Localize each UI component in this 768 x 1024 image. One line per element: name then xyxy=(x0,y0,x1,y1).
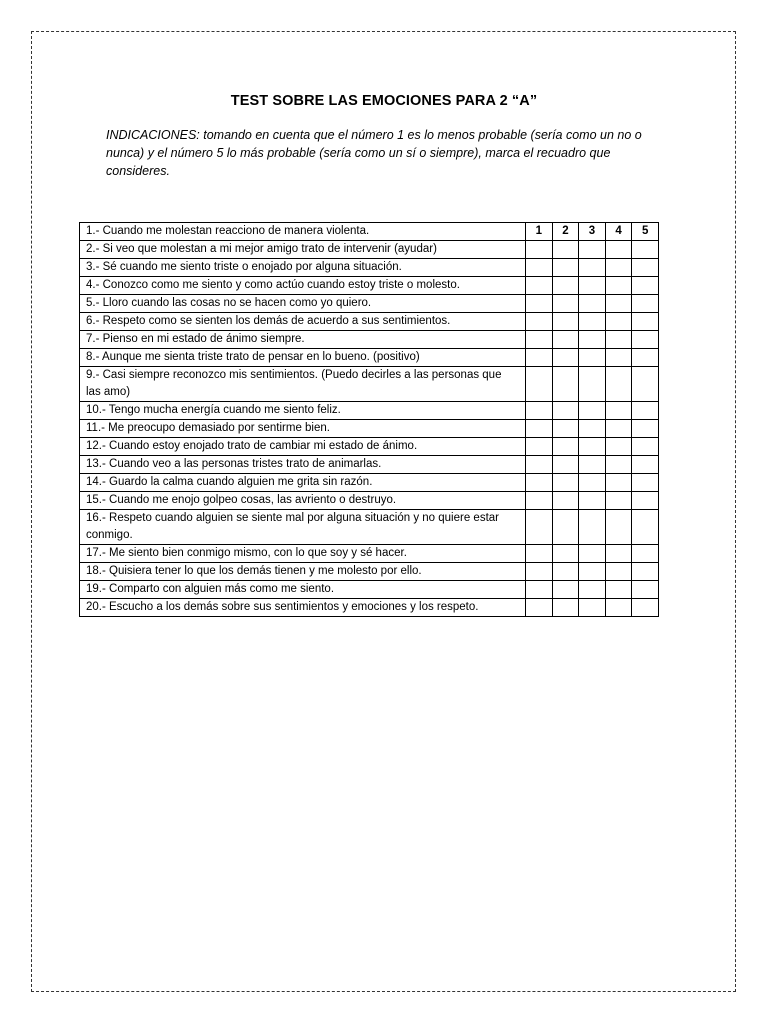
answer-box-4[interactable] xyxy=(605,295,632,313)
answer-box-5[interactable] xyxy=(632,295,659,313)
answer-box-4[interactable] xyxy=(605,474,632,492)
answer-box-1[interactable] xyxy=(526,474,553,492)
table-row xyxy=(80,259,659,277)
answer-box-5[interactable] xyxy=(632,438,659,456)
question-text: 19.- Comparto con alguien más como me siento. xyxy=(80,581,526,599)
answer-box-2[interactable] xyxy=(552,349,579,367)
table-row xyxy=(80,295,659,313)
answer-box-5[interactable] xyxy=(632,313,659,331)
question-text: 15.- Cuando me enojo golpeo cosas, las avriento o destruyo. xyxy=(80,492,526,510)
answer-box-3[interactable] xyxy=(579,313,606,331)
table-row xyxy=(80,563,659,581)
question-text: 20.- Escucho a los demás sobre sus sentimientos y emociones y los respeto. xyxy=(80,599,526,617)
answer-box-2[interactable] xyxy=(552,563,579,581)
answer-box-4[interactable] xyxy=(605,563,632,581)
answer-box-4[interactable] xyxy=(605,241,632,259)
answer-box-4[interactable] xyxy=(605,349,632,367)
answer-box-1[interactable] xyxy=(526,295,553,313)
answer-box-2[interactable] xyxy=(552,581,579,599)
question-text: 13.- Cuando veo a las personas tristes trato de animarlas. xyxy=(80,456,526,474)
table-row xyxy=(80,402,659,420)
answer-box-4[interactable] xyxy=(605,367,632,402)
question-text: 16.- Respeto cuando alguien se siente mal por alguna situación y no quiere estar conmigo. xyxy=(80,510,526,545)
answer-box-2[interactable] xyxy=(552,241,579,259)
answer-box-1[interactable] xyxy=(526,420,553,438)
question-text: 7.- Pienso en mi estado de ánimo siempre. xyxy=(80,331,526,349)
question-text: 3.- Sé cuando me siento triste o enojado por alguna situación. xyxy=(80,259,526,277)
question-text: 11.- Me preocupo demasiado por sentirme bien. xyxy=(80,420,526,438)
answer-box-2[interactable] xyxy=(552,545,579,563)
answer-box-1[interactable] xyxy=(526,545,553,563)
answer-box-2[interactable] xyxy=(552,367,579,402)
table-row xyxy=(80,223,659,241)
answer-box-3[interactable] xyxy=(579,599,606,617)
answer-box-2[interactable] xyxy=(552,295,579,313)
question-text: 9.- Casi siempre reconozco mis sentimientos. (Puedo decirles a las personas que las amo) xyxy=(80,367,526,402)
answer-box-1[interactable] xyxy=(526,563,553,581)
answer-box-4[interactable] xyxy=(605,331,632,349)
answer-box-5[interactable] xyxy=(632,420,659,438)
answer-box-5[interactable] xyxy=(632,402,659,420)
table-row xyxy=(80,420,659,438)
table-row xyxy=(80,367,659,402)
table-row xyxy=(80,241,659,259)
answer-box-2[interactable] xyxy=(552,474,579,492)
question-text: 2.- Si veo que molestan a mi mejor amigo trato de intervenir (ayudar) xyxy=(80,241,526,259)
answer-box-1[interactable] xyxy=(526,492,553,510)
answer-box-5[interactable] xyxy=(632,349,659,367)
answer-box-1[interactable] xyxy=(526,367,553,402)
answer-box-5[interactable] xyxy=(632,581,659,599)
question-text: 17.- Me siento bien conmigo mismo, con lo que soy y sé hacer. xyxy=(80,545,526,563)
answer-box-4[interactable] xyxy=(605,313,632,331)
answer-box-4[interactable] xyxy=(605,277,632,295)
answer-box-2[interactable] xyxy=(552,313,579,331)
answer-box-4[interactable] xyxy=(605,438,632,456)
question-text: 5.- Lloro cuando las cosas no se hacen como yo quiero. xyxy=(80,295,526,313)
answer-box-5[interactable] xyxy=(632,331,659,349)
answer-box-1[interactable] xyxy=(526,456,553,474)
answer-box-5[interactable] xyxy=(632,277,659,295)
table-row xyxy=(80,313,659,331)
answer-box-1[interactable] xyxy=(526,277,553,295)
table-row xyxy=(80,277,659,295)
answer-box-1[interactable] xyxy=(526,259,553,277)
answer-box-4[interactable] xyxy=(605,545,632,563)
table-row xyxy=(80,456,659,474)
table-row xyxy=(80,331,659,349)
answer-box-3[interactable] xyxy=(579,331,606,349)
answer-box-2[interactable] xyxy=(552,492,579,510)
answer-box-5[interactable] xyxy=(632,492,659,510)
answer-box-3[interactable] xyxy=(579,510,606,545)
answer-box-3[interactable] xyxy=(579,581,606,599)
answer-box-2[interactable] xyxy=(552,456,579,474)
answer-box-2[interactable] xyxy=(552,277,579,295)
answer-box-3[interactable] xyxy=(579,420,606,438)
answer-box-4[interactable] xyxy=(605,402,632,420)
answer-box-4[interactable] xyxy=(605,420,632,438)
answer-box-5[interactable] xyxy=(632,367,659,402)
table-row xyxy=(80,581,659,599)
answer-box-4[interactable] xyxy=(605,456,632,474)
answer-box-4[interactable] xyxy=(605,259,632,277)
answer-box-3[interactable] xyxy=(579,438,606,456)
scale-header-1: 1 xyxy=(526,223,553,241)
answer-box-3[interactable] xyxy=(579,241,606,259)
page-title: TEST SOBRE LAS EMOCIONES PARA 2 “A” xyxy=(230,93,538,109)
answer-box-3[interactable] xyxy=(579,367,606,402)
answer-box-2[interactable] xyxy=(552,402,579,420)
answer-box-3[interactable] xyxy=(579,563,606,581)
answer-box-2[interactable] xyxy=(552,331,579,349)
answer-box-5[interactable] xyxy=(632,259,659,277)
table-row xyxy=(80,474,659,492)
answer-box-1[interactable] xyxy=(526,581,553,599)
instructions-text: INDICACIONES: tomando en cuenta que el número 1 es lo menos probable (sería como un no o nunca) y el número 5 lo más probable (sería como un sí o siempre), marca el recuadro que consideres. xyxy=(106,128,642,178)
answer-box-5[interactable] xyxy=(632,510,659,545)
scale-header-4: 4 xyxy=(605,223,632,241)
answer-box-2[interactable] xyxy=(552,259,579,277)
table-row xyxy=(80,510,659,545)
table-row xyxy=(80,349,659,367)
answer-box-4[interactable] xyxy=(605,599,632,617)
answer-box-3[interactable] xyxy=(579,474,606,492)
answer-box-4[interactable] xyxy=(605,581,632,599)
question-text: 6.- Respeto como se sienten los demás de acuerdo a sus sentimientos. xyxy=(80,313,526,331)
emotions-test-table xyxy=(79,222,659,617)
answer-box-1[interactable] xyxy=(526,438,553,456)
answer-box-3[interactable] xyxy=(579,259,606,277)
answer-box-2[interactable] xyxy=(552,599,579,617)
answer-box-5[interactable] xyxy=(632,599,659,617)
answer-box-5[interactable] xyxy=(632,545,659,563)
table-row xyxy=(80,438,659,456)
answer-box-5[interactable] xyxy=(632,241,659,259)
answer-box-3[interactable] xyxy=(579,402,606,420)
table-row xyxy=(80,599,659,617)
answer-box-3[interactable] xyxy=(579,545,606,563)
answer-box-1[interactable] xyxy=(526,349,553,367)
answer-box-1[interactable] xyxy=(526,331,553,349)
question-text: 8.- Aunque me sienta triste trato de pensar en lo bueno. (positivo) xyxy=(80,349,526,367)
answer-box-1[interactable] xyxy=(526,599,553,617)
answer-box-3[interactable] xyxy=(579,295,606,313)
answer-box-3[interactable] xyxy=(579,492,606,510)
answer-box-2[interactable] xyxy=(552,438,579,456)
answer-box-5[interactable] xyxy=(632,474,659,492)
question-text: 10.- Tengo mucha energía cuando me siento feliz. xyxy=(80,402,526,420)
table-row xyxy=(80,492,659,510)
question-text: 14.- Guardo la calma cuando alguien me grita sin razón. xyxy=(80,474,526,492)
answer-box-4[interactable] xyxy=(605,492,632,510)
answer-box-1[interactable] xyxy=(526,510,553,545)
answer-box-5[interactable] xyxy=(632,456,659,474)
answer-box-3[interactable] xyxy=(579,456,606,474)
answer-box-5[interactable] xyxy=(632,563,659,581)
answer-box-2[interactable] xyxy=(552,420,579,438)
answer-box-4[interactable] xyxy=(605,510,632,545)
answer-box-3[interactable] xyxy=(579,277,606,295)
answer-box-1[interactable] xyxy=(526,241,553,259)
question-text: 1.- Cuando me molestan reacciono de manera violenta. xyxy=(80,223,526,241)
table-row xyxy=(80,545,659,563)
scale-header-5: 5 xyxy=(632,223,659,241)
question-text: 12.- Cuando estoy enojado trato de cambiar mi estado de ánimo. xyxy=(80,438,526,456)
answer-box-3[interactable] xyxy=(579,349,606,367)
question-text: 18.- Quisiera tener lo que los demás tienen y me molesto por ello. xyxy=(80,563,526,581)
answer-box-1[interactable] xyxy=(526,402,553,420)
answer-box-2[interactable] xyxy=(552,510,579,545)
scale-header-2: 2 xyxy=(552,223,579,241)
scale-header-3: 3 xyxy=(579,223,606,241)
answer-box-1[interactable] xyxy=(526,313,553,331)
question-text: 4.- Conozco como me siento y como actúo cuando estoy triste o molesto. xyxy=(80,277,526,295)
